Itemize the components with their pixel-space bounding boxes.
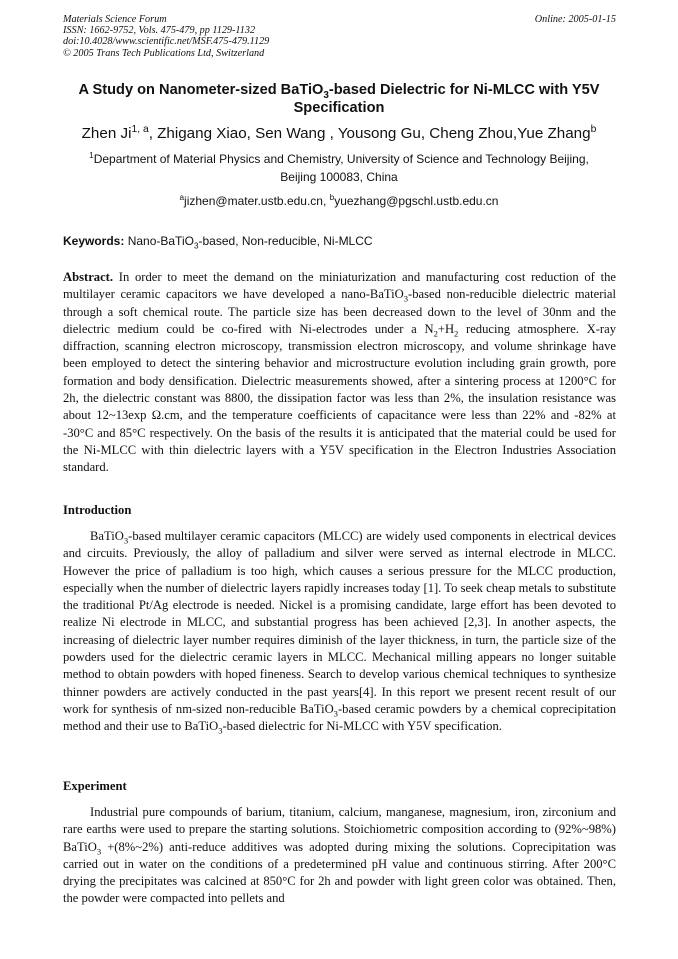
journal-header — [63, 14, 616, 59]
abstract-label: Abstract. — [63, 270, 114, 284]
journal-issn: ISSN: 1662-9752, Vols. 475-479, pp 1129-1132 — [63, 25, 256, 37]
introduction-paragraph: BaTiO$_3$-based multilayer ceramic capacitors (MLCC) are widely used components in electrical devices and circuits. Previously, the alloy of palladium and silver were served as internal electrode in MLCC. However the price of palladium is too high, which causes a serious pressure for the MLCC production, especially when the number of dielectric layers rapidly increases today [1]. To seek cheap metals to substitute the traditional Pt/Ag electrode is needed. Nickel is a promising candidate, large effort has been devoted to realize Ni electrode in MLCC, and substantial progress has been achieved [2,3]. In another aspects, the increasing of dielectric layer number requires diminish of the layer thickness, in turn, the particle size of the powders used for the dielectric ceramic layers in MLCC. Mechanical milling appears no longer suitable method to obtain powders with hoped fineness. Search to develop various chemical techniques to synthesize thinner powders are actively conducted in the past years[4]. In this report we present recent result of our work for synthesis of nm-sized non-reducible BaTiO$_3$-based ceramic powders by a chemical coprecipitation method and their use to BaTiO$_3$-based dielectric for Ni-MLCC with Y5V specification. — [63, 529, 616, 736]
keywords-label: Keywords: — [63, 234, 125, 248]
online-date: Online: 2005-01-15 — [534, 14, 616, 25]
paper-title: A Study on Nanometer-sized BaTiO$_3$-based Dielectric for Ni-MLCC with Y5V Specification — [78, 82, 600, 116]
keywords: Keywords: Nano-BaTiO$_3$-based, Non-reducible, Ni-MLCC — [63, 234, 373, 251]
section-heading-experiment: Experiment — [63, 779, 127, 793]
affiliation: $^1$Department of Material Physics and Chemistry, University of Science and Technology Beijing, Beijing 100083, China — [89, 151, 589, 184]
abstract: Abstract. In order to meet the demand on the miniaturization and manufacturing cost reduction of the multilayer ceramic capacitors we have developed a nano-BaTiO$_3$-based non-reducible dielectric material through a soft chemical route. The particle size has been decreased down to the level of 30nm and the dielectric medium could be co-fired with Ni-electrodes under a $N_2+H_2$ reducing atmosphere. X-ray diffraction, scanning electron microscopy, transmission electron microscopy, and volume shrinkage have been employed to detect the sintering behavior and microstructure evolution including grain growth, pore formation and body densification. Dielectric measurements showed, after a sintering process at 1200°C for 2h, the dielectric constant was 8800, the dissipation factor was less than 2%, the insulation resistance was about 12~13exp Ω.cm, and the temperature coefficients of capacitance were less than 22% and -82% at -30°C and 85°C respectively. On the basis of the results it is anticipated that the material could be used for the Ni-MLCC with thin dielectric layers with a Y5V specification in the Electron Industries Association standard. — [63, 270, 616, 475]
journal-name: Materials Science Forum — [63, 14, 167, 25]
author-emails: $^a$jizhen@mater.ustb.edu.cn, $^b$yuezhang@pgschl.ustb.edu.cn — [179, 193, 499, 208]
experiment-paragraph: Industrial pure compounds of barium, titanium, calcium, manganese, magnesium, iron, zirconium and rare earths were used to prepare the starting solutions. Stoichiometric composition according to (92%~98%) BaTiO$_3$ +(8%~2%) anti-reduce additives was adopted during mixing the solutions. Coprecipitation was carried out in water on the conditions of a predetermined pH value and continuous stirring. After 200°C drying the precipitates was calcined at 850°C for 2h and powder with light green color was obtained. Then, the powder were compacted into pellets and — [63, 805, 616, 906]
journal-copyright: © 2005 Trans Tech Publications Ltd, Switzerland — [63, 47, 265, 59]
journal-doi: doi:10.4028/www.scientific.net/MSF.475-479.1129 — [63, 36, 270, 48]
author-list: Zhen Ji$^{1, a}$, Zhigang Xiao, Sen Wang , Yousong Gu, Cheng Zhou,Yue Zhang$^b$ — [81, 123, 597, 142]
section-heading-introduction: Introduction — [63, 503, 132, 517]
